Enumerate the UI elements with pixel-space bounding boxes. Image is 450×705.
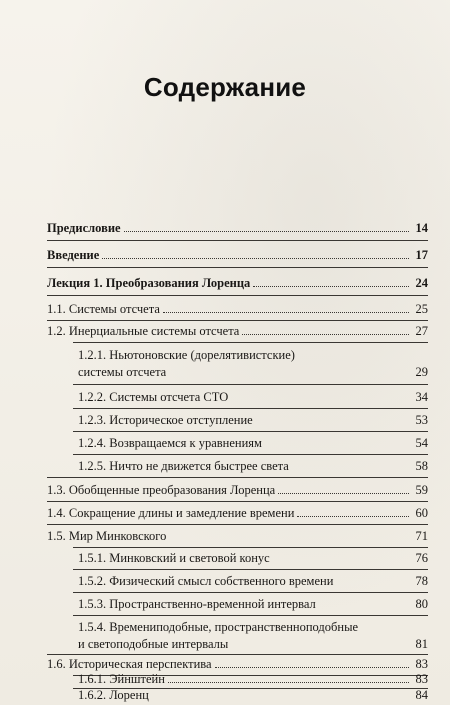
dot-leader xyxy=(152,698,409,699)
toc-entry-1-2-3[interactable] xyxy=(78,413,428,428)
toc-entry-label: Введение xyxy=(47,248,100,262)
toc-entry-label: 1.6.1. Эйнштейн xyxy=(78,672,165,686)
toc-entry-page: 29 xyxy=(415,365,428,379)
toc-entry-page: 80 xyxy=(415,597,428,611)
divider xyxy=(73,454,428,455)
toc-entry-label: 1.5.3. Пространственно-временной интервал xyxy=(78,597,316,611)
toc-entry-label: 1.6.2. Лоренц xyxy=(78,688,149,702)
toc-entry-label: 1.3. Обобщенные преобразования Лоренца xyxy=(47,483,276,497)
toc-entry-lecture-1[interactable] xyxy=(47,276,428,291)
toc-entry-label: 1.2.5. Ничто не движется быстрее света xyxy=(78,459,289,473)
toc-entry-1-2-5[interactable] xyxy=(78,459,428,474)
toc-entry-page: 27 xyxy=(415,324,428,338)
toc-entry-label: 1.2.3. Историческое отступление xyxy=(78,413,253,427)
toc-entry-page: 14 xyxy=(415,221,428,235)
toc-entry-label: 1.5.1. Минковский и световой конус xyxy=(78,551,270,565)
toc-entry-1-5-3[interactable] xyxy=(78,597,428,612)
toc-entry-1-1[interactable] xyxy=(47,302,428,317)
divider xyxy=(73,384,428,385)
toc-entry-label-continued: системы отсчета xyxy=(78,365,167,379)
toc-entry-label: 1.5.2. Физический смысл собственного времени xyxy=(78,574,334,588)
toc-entry-page: 53 xyxy=(415,413,428,427)
divider xyxy=(73,592,428,593)
toc-entry-label: 1.6. Историческая перспектива xyxy=(47,657,212,671)
page-title: Содержание xyxy=(143,72,307,102)
dot-leader xyxy=(169,375,409,376)
dot-leader xyxy=(273,561,409,562)
divider xyxy=(47,267,428,268)
dot-leader xyxy=(297,515,409,517)
toc-entry-1-2-2[interactable] xyxy=(78,390,428,405)
dot-leader xyxy=(278,492,409,494)
toc-entry-label: 1.1. Системы отсчета xyxy=(47,302,160,316)
toc-entry-introduction[interactable] xyxy=(47,248,428,263)
toc-entry-1-6-2[interactable] xyxy=(78,688,428,703)
toc-entry-1-5-1[interactable] xyxy=(78,551,428,566)
divider xyxy=(73,547,428,548)
divider xyxy=(47,240,428,241)
dot-leader xyxy=(231,400,409,401)
divider xyxy=(47,295,428,296)
toc-entry-1-5-4[interactable] xyxy=(78,620,428,652)
toc-entry-page: 60 xyxy=(415,506,428,520)
dot-leader xyxy=(102,257,409,259)
toc-entry-1-2-4[interactable] xyxy=(78,436,428,451)
divider xyxy=(73,408,428,409)
toc-entry-page: 58 xyxy=(415,459,428,473)
toc-entry-label: 1.5.4. Времениподобные, пространственноподобные xyxy=(78,620,359,634)
toc-entry-label: 1.5. Мир Минковского xyxy=(47,529,167,543)
dot-leader xyxy=(169,539,409,540)
toc-entry-1-4[interactable] xyxy=(47,506,428,521)
toc-entry-page: 17 xyxy=(415,248,428,262)
dot-leader xyxy=(124,230,409,232)
toc-entry-label: 1.4. Сокращение длины и замедление времени xyxy=(47,506,295,520)
toc-entry-page: 71 xyxy=(415,529,428,543)
toc-entry-page: 78 xyxy=(415,574,428,588)
dot-leader xyxy=(215,666,409,668)
toc-entry-1-3[interactable] xyxy=(47,483,428,498)
toc-entry-label: 1.2. Инерциальные системы отсчета xyxy=(47,324,240,338)
divider xyxy=(73,615,428,616)
toc-entry-page: 84 xyxy=(415,688,428,702)
toc-entry-label: Предисловие xyxy=(47,221,121,235)
toc-entry-page: 83 xyxy=(415,672,428,686)
divider xyxy=(47,654,428,655)
toc-entry-page: 76 xyxy=(415,551,428,565)
toc-entry-label: 1.2.2. Системы отсчета СТО xyxy=(78,390,229,404)
toc-entry-1-2[interactable] xyxy=(47,324,428,339)
toc-entry-page: 81 xyxy=(415,637,428,651)
toc-entry-1-5-2[interactable] xyxy=(78,574,428,589)
dot-leader xyxy=(336,584,409,585)
dot-leader xyxy=(256,423,409,424)
divider xyxy=(73,342,428,343)
toc-entry-1-6[interactable] xyxy=(47,657,428,672)
toc-entry-label: 1.2.1. Ньютоновские (дорелятивистские) xyxy=(78,348,295,362)
divider xyxy=(73,569,428,570)
divider xyxy=(47,501,428,502)
divider xyxy=(73,431,428,432)
divider xyxy=(47,477,428,478)
toc-entry-page: 83 xyxy=(415,657,428,671)
dot-leader xyxy=(292,469,409,470)
toc-entry-label: Лекция 1. Преобразования Лоренца xyxy=(47,276,251,290)
divider xyxy=(47,320,428,321)
dot-leader xyxy=(231,647,409,648)
dot-leader xyxy=(168,681,409,683)
toc-entry-page: 25 xyxy=(415,302,428,316)
toc-entry-page: 54 xyxy=(415,436,428,450)
toc-entry-page: 34 xyxy=(415,390,428,404)
toc-entry-page: 24 xyxy=(415,276,428,290)
toc-entry-page: 59 xyxy=(415,483,428,497)
divider xyxy=(47,524,428,525)
dot-leader xyxy=(253,285,409,287)
dot-leader xyxy=(163,311,409,313)
toc-entry-label: 1.2.4. Возвращаемся к уравнениям xyxy=(78,436,262,450)
toc-entry-label-continued: и светоподобные интервалы xyxy=(78,637,229,651)
toc-entry-preface[interactable] xyxy=(47,221,428,236)
dot-leader xyxy=(265,446,409,447)
toc-entry-1-5[interactable] xyxy=(47,529,428,544)
dot-leader xyxy=(242,333,409,335)
toc-entry-1-6-1[interactable] xyxy=(78,672,428,687)
dot-leader xyxy=(319,607,409,608)
toc-entry-1-2-1[interactable] xyxy=(78,348,428,380)
